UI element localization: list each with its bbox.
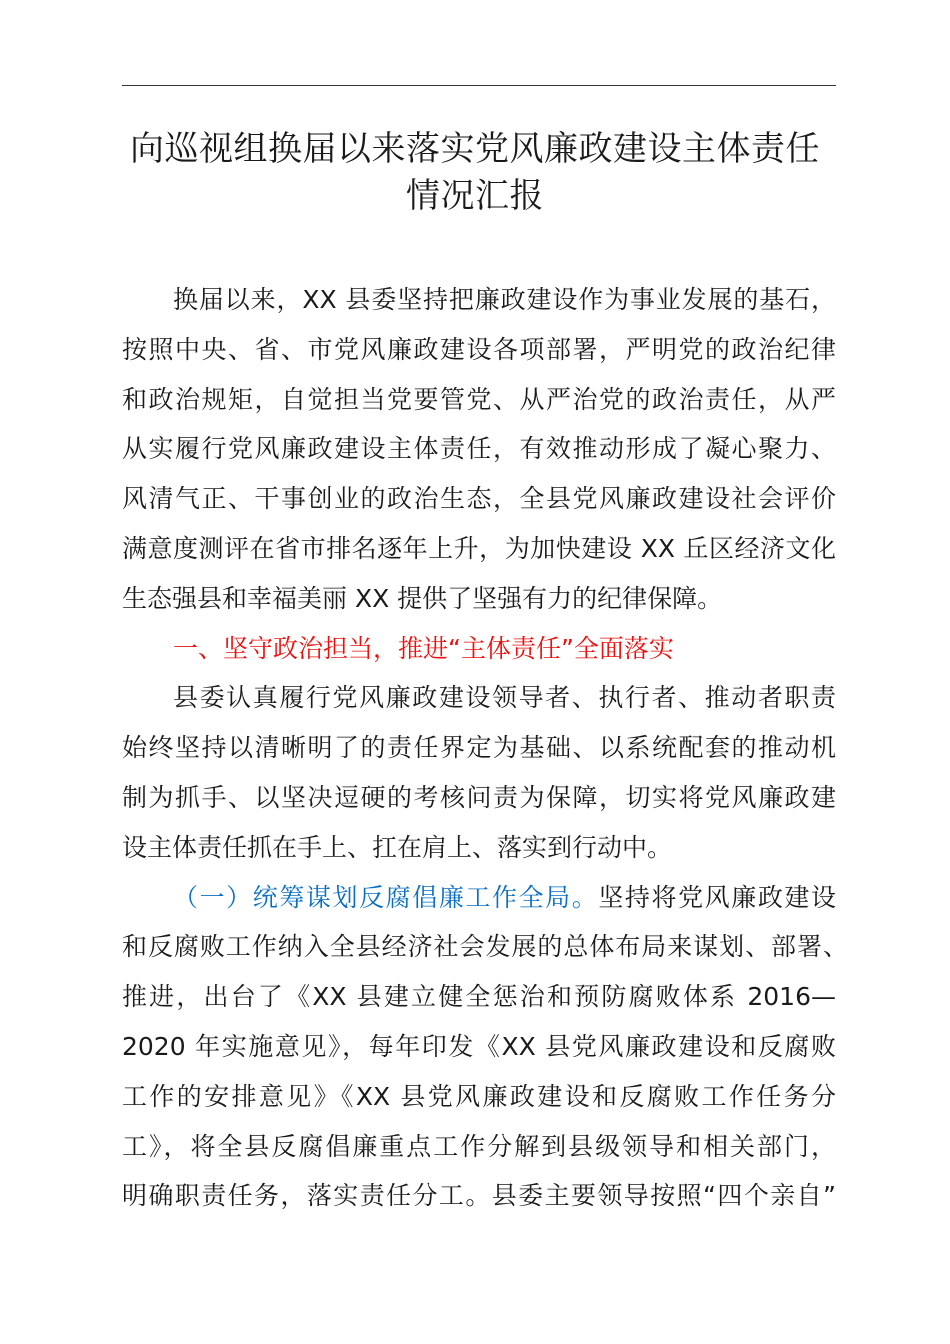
intro-line: 风清气正、干事创业的政治生态，全县党风廉政建设社会评价 (122, 484, 836, 514)
subsection-1-line: 工》，将全县反腐倡廉重点工作分解到县级领导和相关部门， (122, 1131, 836, 1161)
title-line-2: 情况汇报 (406, 176, 544, 216)
subsection-1-heading: （一）统筹谋划反腐倡廉工作全局。 (173, 882, 599, 912)
section-1-heading: 一、坚守政治担当，推进“主体责任”全面落实 (173, 633, 674, 663)
intro-line: 换届以来，XX 县委坚持把廉政建设作为事业发展的基石， (173, 285, 836, 314)
section-1-line: 县委认真履行党风廉政建设领导者、执行者、推动者职责 (173, 683, 836, 713)
intro-line: 和政治规矩，自觉担当党要管党、从严治党的政治责任，从严 (122, 384, 836, 414)
section-1-line: 始终坚持以清晰明了的责任界定为基础、以系统配套的推动机 (122, 733, 836, 763)
subsection-1-line: 推进，出台了《XX 县建立健全惩治和预防腐败体系 2016— (122, 982, 836, 1012)
section-1-line: 设主体责任抓在手上、扛在肩上、落实到行动中。 (122, 832, 673, 862)
intro-line: 生态强县和幸福美丽 XX 提供了坚强有力的纪律保障。 (122, 583, 723, 613)
subsection-1-first-line (122, 873, 836, 923)
subsection-1-lead-text: 坚持将党风廉政建设 (598, 882, 836, 912)
subsection-1-line: 明确职责任务，落实责任分工。县委主要领导按照“四个亲自” (122, 1181, 836, 1211)
header-rule (122, 85, 836, 86)
intro-line: 满意度测评在省市排名逐年上升，为加快建设 XX 丘区经济文化 (122, 533, 836, 563)
section-1-line: 制为抓手、以坚决逗硬的考核问责为保障，切实将党风廉政建 (122, 782, 836, 812)
title-line-1: 向巡视组换届以来落实党风廉政建设主体责任 (130, 129, 820, 169)
subsection-1-line: 工作的安排意见》《XX 县党风廉政建设和反腐败工作任务分 (122, 1081, 836, 1111)
subsection-1-line: 和反腐败工作纳入全县经济社会发展的总体布局来谋划、部署、 (122, 932, 848, 962)
document-body (122, 275, 848, 1221)
document-title (110, 126, 840, 220)
intro-line: 从实履行党风廉政建设主体责任，有效推动形成了凝心聚力、 (122, 434, 836, 464)
subsection-1-line: 2020 年实施意见》，每年印发《XX 县党风廉政建设和反腐败 (122, 1031, 836, 1061)
intro-line: 按照中央、省、市党风廉政建设各项部署，严明党的政治纪律 (122, 334, 836, 364)
